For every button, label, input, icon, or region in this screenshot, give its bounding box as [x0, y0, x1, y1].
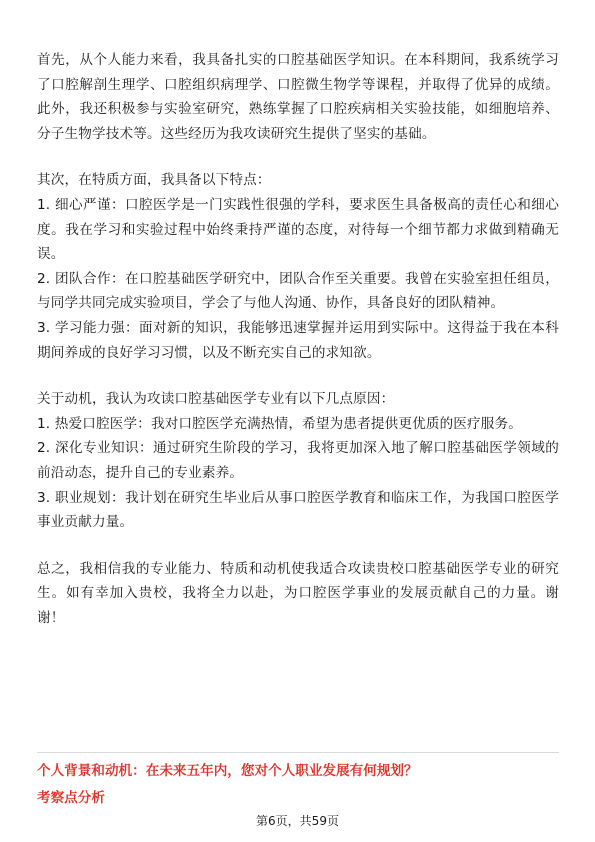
- list-item-trait: 3. 学习能力强：面对新的知识，我能够迅速掌握并运用到实际中。这得益于我在本科期间养成的良好学习习惯，以及不断充实自己的求知欲。: [37, 319, 559, 361]
- list-item-motivation: 1. 热爱口腔医学：我对口腔医学充满热情，希望为患者提供更优质的医疗服务。: [37, 415, 523, 432]
- list-item-motivation: 3. 职业规划：我计划在研究生毕业后从事口腔医学教育和临床工作，为我国口腔医学事业贡献力量。: [37, 489, 559, 531]
- list-item-trait: 1. 细心严谨：口腔医学是一门实践性很强的学科，要求医生具备极高的责任心和细心度。我在学习和实验过程中始终秉持严谨的态度，对待每一个细节都力求做到精确无误。: [37, 196, 559, 263]
- paragraph-ability: 首先，从个人能力来看，我具备扎实的口腔基础医学知识。在本科期间，我系统学习了口腔解剖生理学、口腔组织病理学、口腔微生物学等课程，并取得了优异的成绩。此外，我还积极参与实验室研究，熟练掌握了口腔疾病相关实验技能，如细胞培养、分子生物学技术等。这些经历为我攻读研究生提供了坚实的基础。: [37, 52, 559, 142]
- paragraph-traits-intro: 其次，在特质方面，我具备以下特点：: [37, 172, 271, 189]
- paragraph-motivation-intro: 关于动机，我认为攻读口腔基础医学专业有以下几点原因：: [37, 391, 395, 408]
- section-divider: [37, 752, 559, 753]
- list-item-motivation: 2. 深化专业知识：通过研究生阶段的学习，我将更加深入地了解口腔基础医学领域的前沿动态，提升自己的专业素养。: [37, 440, 559, 481]
- document-body: [37, 48, 559, 630]
- paragraph-gap: [37, 535, 559, 557]
- list-item-trait: 2. 团队合作：在口腔基础医学研究中，团队合作至关重要。我曾在实验室担任组员，与同学共同完成实验项目，学会了与他人沟通、协作，具备良好的团队精神。: [37, 270, 559, 312]
- next-question-heading: 个人背景和动机：在未来五年内，您对个人职业发展有何规划？: [37, 763, 418, 779]
- page-number: 第6页，共59页: [256, 814, 339, 828]
- paragraph-gap: [37, 365, 559, 387]
- paragraph-gap: [37, 146, 559, 168]
- paragraph-conclusion: 总之，我相信我的专业能力、特质和动机使我适合攻读贵校口腔基础医学专业的研究生。如有幸加入贵校，我将全力以赴，为口腔医学事业的发展贡献自己的力量。谢谢！: [37, 560, 559, 626]
- analysis-section-heading: 考察点分析: [37, 790, 105, 806]
